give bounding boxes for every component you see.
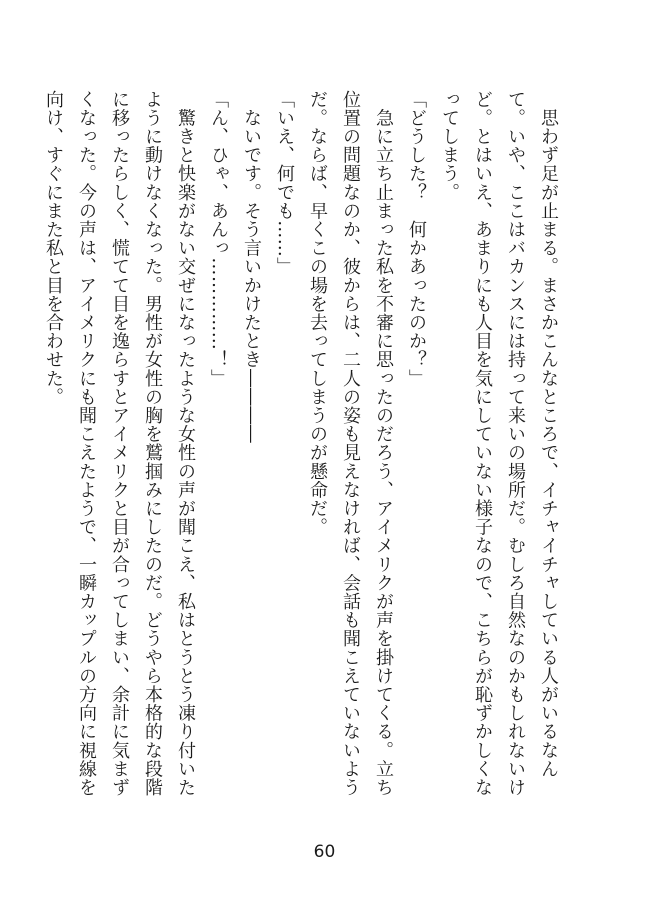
text-line: 「どうした？ 何かあったのか？」 [406, 90, 427, 388]
text-line: だ。ならば、早くこの場を去ってしまうのが懸命だ。 [307, 90, 328, 537]
text-line: ど。とはいえ、あまりにも人目を気にしていない様子なので、こちらが恥ずかしくな [472, 90, 493, 797]
text-line: ないです。そう言いかけたとき―――― [241, 90, 262, 444]
text-line: 「ん、ひゃ、あんっ……………！」 [208, 90, 229, 388]
text-line: 位置の問題なのか、彼からは、二人の姿も見えなければ、会話も聞こえていないよう [340, 90, 361, 797]
page-number: 60 [313, 842, 336, 862]
text-line: 驚きと快楽がない交ぜになったような女性の声が聞こえ、私はとうとう凍り付いた [175, 90, 196, 797]
text-line: 急に立ち止まった私を不審に思ったのだろう、アイメリクが声を掛けてくる。立ち [373, 90, 394, 797]
text-line: 向け、すぐにまた私と目を合わせた。 [43, 90, 64, 407]
text-line: て。いや、ここはバカンスには持って来いの場所だ。むしろ自然なのかもしれないけ [505, 90, 526, 797]
text-line: ってしまう。 [439, 90, 460, 202]
text-line: 「いえ、何でも……」 [274, 90, 295, 276]
text-line: に移ったらしく、慌てて目を逸らすとアイメリクと目が合ってしまい、余計に気まず [109, 90, 130, 797]
text-line: 思わず足が止まる。まさかこんなところで、イチャイチャしている人がいるなん [538, 90, 559, 779]
text-line: ように動けなくなった。男性が女性の胸を鷲掴みにしたのだ。どうやら本格的な段階 [142, 90, 163, 797]
text-line: くなった。今の声は、アイメリクにも聞こえたようで、一瞬カップルの方向に視線を [76, 90, 97, 797]
vertical-text-body [37, 90, 565, 797]
